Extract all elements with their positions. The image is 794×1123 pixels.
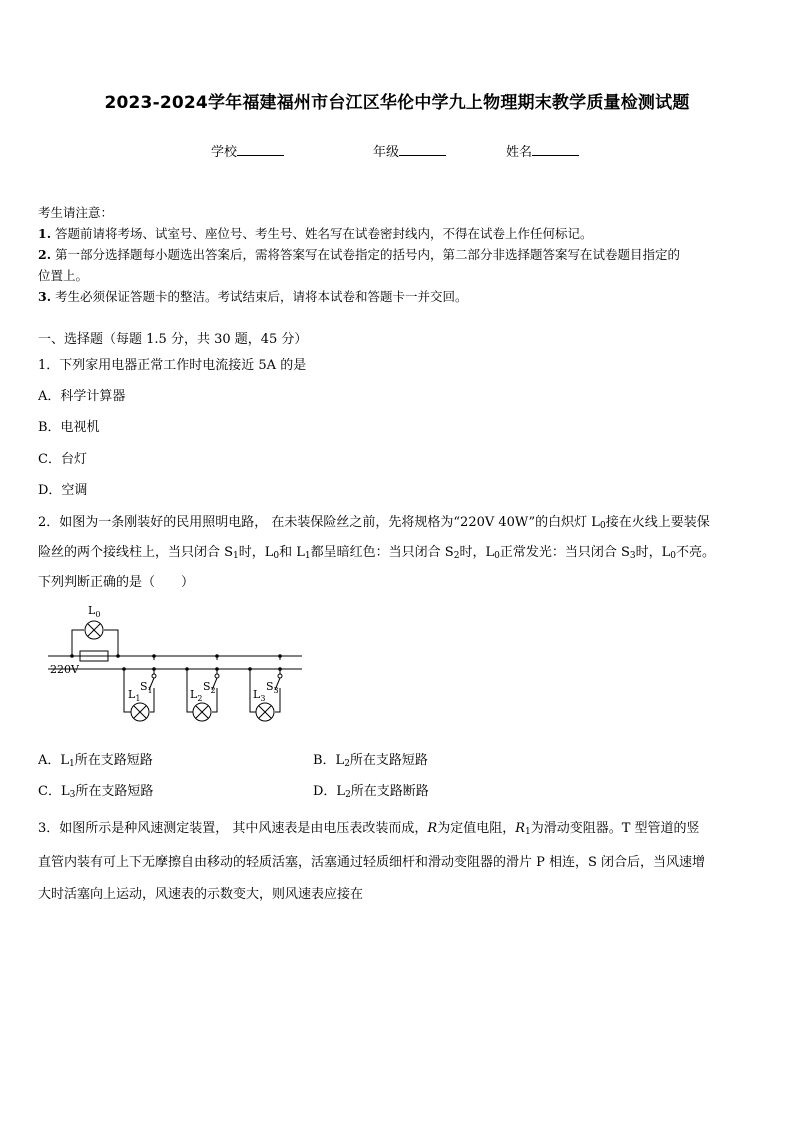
q2-stem-line3: 下列判断正确的是（ ） <box>38 575 195 590</box>
notice-num: 1. <box>38 226 52 241</box>
notice-num: 2. <box>38 247 52 262</box>
q1-option-b[interactable]: B．电视机 <box>38 420 100 435</box>
lamp-main-wire <box>72 630 84 656</box>
school-field[interactable] <box>211 141 284 160</box>
name-blank[interactable] <box>532 142 579 156</box>
notice-item <box>38 224 593 242</box>
grade-field[interactable] <box>373 141 446 160</box>
q3-stem-line2: 直管内装有可上下无摩擦自由移动的轻质活塞，活塞通过轻质细杆和滑动变阻器的滑片 P 相连，S 闭合后，当风速增 <box>38 855 706 870</box>
name-label: 姓名 <box>506 145 533 160</box>
q2-option-d[interactable]: D．$L_2$所在支路断路 <box>313 784 429 800</box>
lamp-l2-label: $L_2$ <box>190 688 203 703</box>
q1-option-d[interactable]: D．空调 <box>38 483 88 498</box>
switch-s3-label: $S_3$ <box>266 680 279 695</box>
q1-option-a[interactable]: A．科学计算器 <box>38 389 126 404</box>
q3-stem-line3: 大时活塞向上运动，风速表的示数变大，则风速表应接在 <box>38 887 364 902</box>
school-blank[interactable] <box>237 142 284 156</box>
q2-option-b[interactable]: B．$L_2$所在支路短路 <box>313 753 428 769</box>
name-field[interactable] <box>506 141 579 160</box>
switch-s2-label: $S_2$ <box>203 680 216 695</box>
q1-stem: 1．下列家用电器正常工作时电流接近 5A 的是 <box>38 358 307 373</box>
q2-option-c[interactable]: C．$L_3$所在支路短路 <box>38 784 154 800</box>
notice-item <box>38 266 88 284</box>
grade-blank[interactable] <box>399 142 446 156</box>
q2-stem-line2: 险丝的两个接线柱上，当只闭合 $S_1$时，$L_0$和 $L_1$都呈暗红色：当只闭合 $S_2$时，$L_0$正常发光：当只闭合 $S_3$时，$L_0$不亮。 <box>38 545 715 561</box>
q1-option-c[interactable]: C．台灯 <box>38 452 87 467</box>
grade-label: 年级 <box>373 145 400 160</box>
page-title: 2023-2024学年福建福州市台江区华伦中学九上物理期末教学质量检测试题 <box>104 93 690 113</box>
lamp-l3-label: $L_3$ <box>253 688 266 703</box>
school-label: 学校 <box>211 145 238 160</box>
notice-item <box>38 245 680 263</box>
q3-stem-line1: 3．如图所示是种风速测定装置， 其中风速表是由电压表改装而成，R为定值电阻，$R_1$为滑动变阻器。T 型管道的竖 <box>38 821 700 837</box>
notice-text: 第一部分选择题每小题选出答案后，需将答案写在试卷指定的括号内，第二部分非选择题答案写在试卷题目指定的 <box>55 247 681 262</box>
notice-text: 答题前请将考场、试室号、座位号、考生号、姓名写在试卷密封线内，不得在试卷上作任何标记。 <box>55 226 593 241</box>
switch-s1-label: $S_1$ <box>140 680 153 695</box>
notice-num: 3. <box>38 289 52 304</box>
q2-option-a[interactable]: A．$L_1$所在支路短路 <box>38 753 153 769</box>
lamp-l1-label: $L_1$ <box>128 688 141 703</box>
notice-text: 位置上。 <box>38 268 89 283</box>
section-heading: 一、选择题（每题 1.5 分，共 30 题，45 分） <box>38 332 308 347</box>
notice-text: 考生必须保证答题卡的整洁。考试结束后，请将本试卷和答题卡一并交回。 <box>55 289 468 304</box>
voltage-label: 220V <box>50 663 79 676</box>
q2-stem-line1: 2．如图为一条刚装好的民用照明电路， 在未装保险丝之前，先将规格为“220V 40W”的白炽灯 $L_0$接在火线上要装保 <box>38 515 710 531</box>
notice-heading: 考生请注意： <box>38 205 114 220</box>
lamp-l0-label: $L_0$ <box>88 604 101 619</box>
notice-item <box>38 287 468 305</box>
lamp-main-wire <box>104 630 118 656</box>
circuit-diagram <box>40 600 310 728</box>
